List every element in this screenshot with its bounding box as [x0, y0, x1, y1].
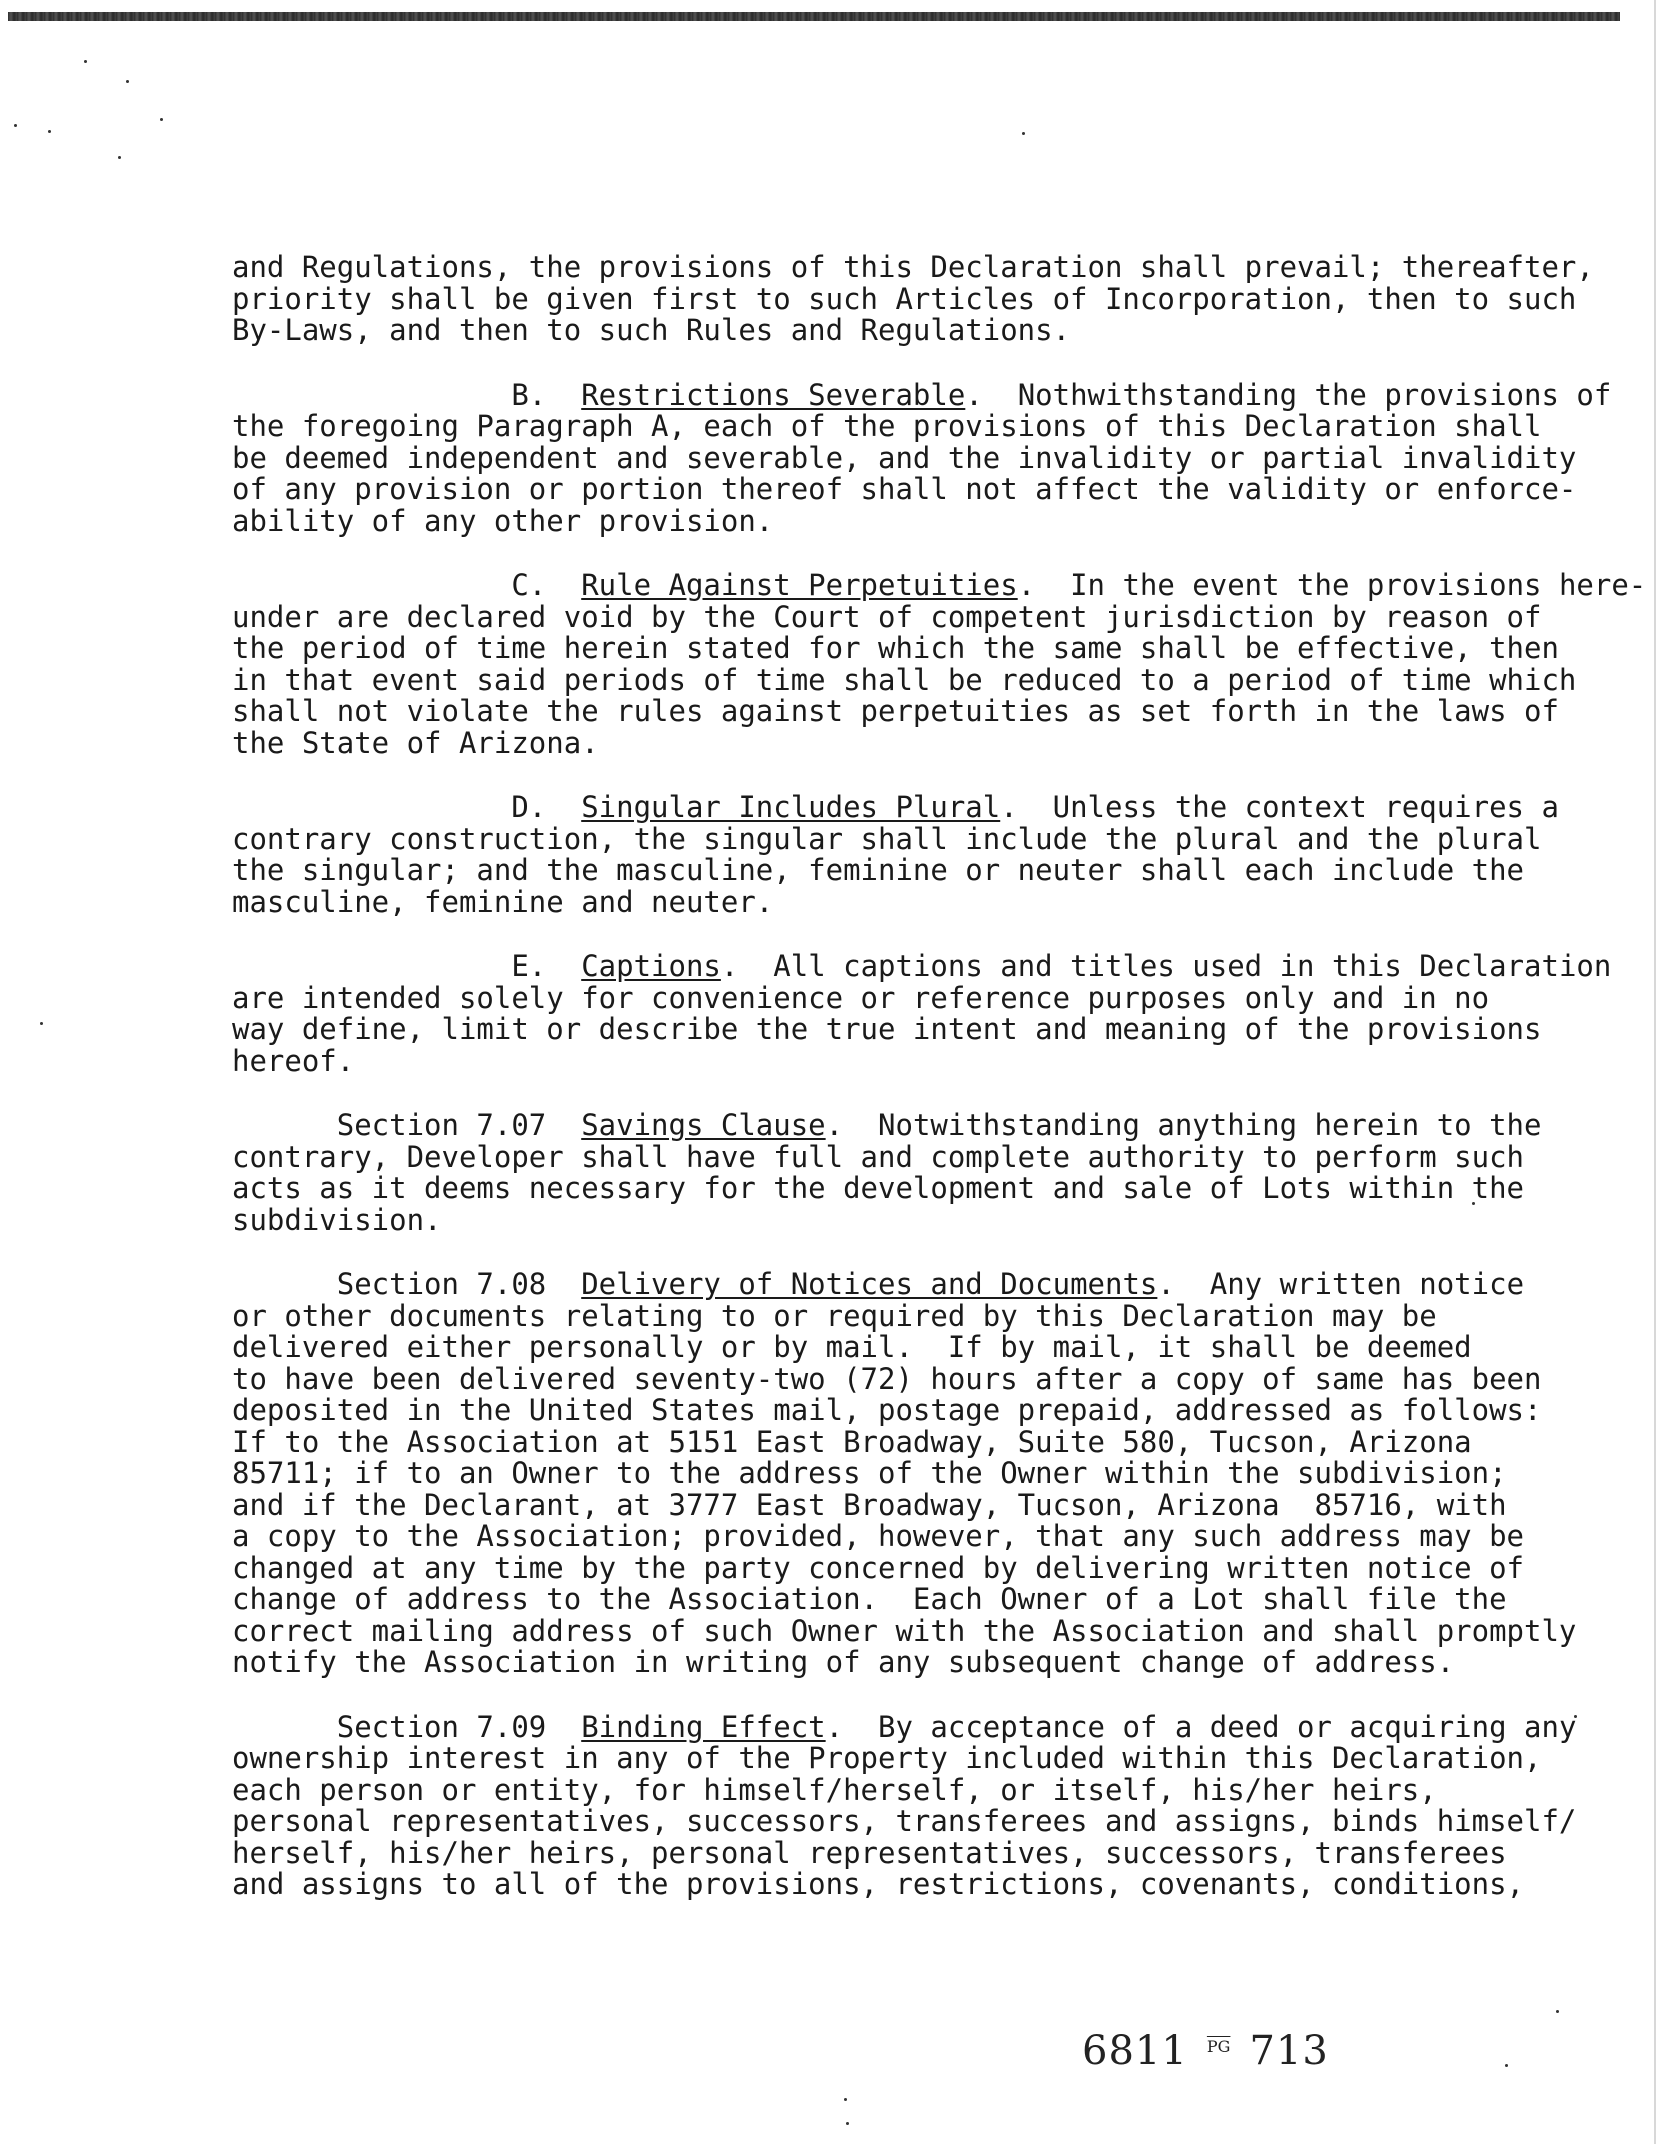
- line-text: changed at any time by the party concerned by delivering written notice of: [232, 1550, 1525, 1585]
- document-body: [232, 250, 1647, 1901]
- line-text: masculine, feminine and neuter.: [232, 884, 774, 919]
- line-text: acts as it deems necessary for the development and sale of Lots within the: [232, 1171, 1525, 1205]
- paragraph: [232, 949, 1612, 1078]
- text-line: [232, 884, 1492, 919]
- book-number: 6811: [1082, 2028, 1188, 2074]
- line-text: each person or entity, for himself/herself, or itself, his/her heirs,: [232, 1772, 1437, 1807]
- text-line: [232, 1867, 1525, 1901]
- section-heading: Restrictions Severable: [581, 377, 966, 412]
- scan-speck: [160, 118, 163, 121]
- line-text: and assigns to all of the provisions, restrictions, covenants, conditions,: [232, 1867, 1525, 1901]
- line-text: subdivision.: [232, 1202, 442, 1237]
- line-text: or other documents relating to or required by this Declaration may be: [232, 1298, 1437, 1333]
- paragraph-gap: [232, 1679, 1492, 1712]
- text-line: [232, 1647, 1492, 1679]
- paragraph-gap: [232, 1077, 1492, 1110]
- line-text: change of address to the Association. Each Owner of a Lot shall file the: [232, 1582, 1507, 1616]
- text-line: [232, 599, 1542, 634]
- line-text: Section 7.07: [232, 1108, 582, 1142]
- line-text: contrary, Developer shall have full and complete authority to perform such: [232, 1139, 1525, 1174]
- paragraph: [232, 250, 1594, 347]
- paragraph: [232, 1108, 1542, 1237]
- line-text: the State of Arizona.: [232, 725, 599, 760]
- line-text: . In the event the provisions here-: [1017, 568, 1647, 602]
- page-mark: $\overline{PG}$: [1206, 2037, 1231, 2056]
- line-text: herself, his/her heirs, personal representatives, successors, transferees: [232, 1835, 1507, 1870]
- text-line: [232, 1012, 1542, 1046]
- line-text: C.: [232, 568, 582, 602]
- text-line: [232, 949, 1612, 983]
- line-text: and if the Declarant, at 3777 East Broadway, Tucson, Arizona 85716, with: [232, 1487, 1507, 1522]
- text-line: [232, 315, 1492, 347]
- text-line: [232, 1550, 1525, 1585]
- text-line: [232, 1043, 1492, 1078]
- scan-speck: [844, 2098, 847, 2101]
- paragraph-gap: [232, 759, 1492, 792]
- text-line: [232, 1424, 1492, 1459]
- line-text: 85711; if to an Owner to the address of the Owner within the subdivision;: [232, 1456, 1507, 1490]
- section-heading: Captions: [581, 949, 721, 983]
- paragraph-gap: [232, 537, 1492, 570]
- text-line: [232, 440, 1577, 475]
- text-line: [232, 503, 1492, 538]
- line-text: ownership interest in any of the Property included within this Declaration,: [232, 1741, 1542, 1775]
- text-line: [232, 281, 1577, 316]
- line-text: contrary construction, the singular shall include the plural and the plural: [232, 821, 1542, 856]
- paragraph-gap: [232, 1236, 1492, 1269]
- line-text: a copy to the Association; provided, however, that any such address may be: [232, 1519, 1525, 1553]
- text-line: [232, 1298, 1492, 1333]
- line-text: the foregoing Paragraph A, each of the provisions of this Declaration shall: [232, 409, 1542, 443]
- text-line: [232, 1741, 1542, 1775]
- paragraph-gap: [232, 347, 1492, 380]
- scan-speck: [48, 130, 51, 133]
- text-line: [232, 568, 1647, 602]
- section-heading: Singular Includes Plural: [581, 790, 1001, 824]
- paragraph: [232, 1267, 1577, 1679]
- line-text: . Unless the context requires a: [1000, 790, 1559, 824]
- line-text: personal representatives, successors, transferees and assigns, binds himself/: [232, 1804, 1577, 1838]
- line-text: . Nothwithstanding the provisions of: [965, 377, 1612, 412]
- section-heading: Savings Clause: [581, 1108, 826, 1142]
- line-text: If to the Association at 5151 East Broadway, Suite 580, Tucson, Arizona: [232, 1424, 1472, 1459]
- scan-speck: [84, 60, 87, 63]
- text-line: [232, 1613, 1577, 1648]
- paragraph: [232, 1709, 1577, 1901]
- text-line: [232, 980, 1492, 1015]
- text-line: [232, 1487, 1507, 1522]
- text-line: [232, 1139, 1525, 1174]
- line-text: Section 7.08: [232, 1267, 582, 1301]
- text-line: [232, 1519, 1525, 1553]
- right-page-edge: [1654, 0, 1656, 2144]
- text-line: [232, 1361, 1542, 1396]
- text-line: [232, 662, 1577, 697]
- text-line: [232, 1393, 1542, 1427]
- text-line: [232, 1267, 1525, 1301]
- line-text: and Regulations, the provisions of this Declaration shall prevail; thereafter,: [232, 250, 1594, 284]
- scan-speck: [118, 156, 121, 159]
- line-text: are intended solely for convenience or reference purposes only and in no: [232, 980, 1490, 1015]
- text-line: [232, 821, 1542, 856]
- paragraph: [232, 790, 1559, 919]
- text-line: [232, 631, 1559, 665]
- section-heading: Delivery of Notices and Documents: [581, 1267, 1158, 1301]
- line-text: . Any written notice: [1157, 1267, 1525, 1301]
- scan-speck: [846, 2122, 849, 2125]
- line-text: shall not violate the rules against perpetuities as set forth in the laws of: [232, 694, 1559, 728]
- paragraph: [232, 377, 1612, 538]
- line-text: to have been delivered seventy-two (72) hours after a copy of same has been: [232, 1361, 1542, 1396]
- text-line: [232, 1582, 1507, 1616]
- text-line: [232, 1804, 1577, 1838]
- line-text: E.: [232, 949, 582, 983]
- section-heading: Binding Effect: [581, 1709, 826, 1744]
- scan-speck: [14, 124, 17, 127]
- line-text: in that event said periods of time shall be reduced to a period of time which: [232, 662, 1577, 697]
- line-text: way define, limit or describe the true intent and meaning of the provisions: [232, 1012, 1542, 1046]
- line-text: deposited in the United States mail, postage prepaid, addressed as follows:: [232, 1393, 1542, 1427]
- paragraph-gap: [232, 918, 1492, 951]
- recording-stamp: [1082, 2028, 1329, 2074]
- text-line: [232, 1835, 1507, 1870]
- line-text: correct mailing address of such Owner with the Association and shall promptly: [232, 1613, 1577, 1648]
- scan-speck: [1022, 132, 1025, 135]
- line-text: . All captions and titles used in this Declaration: [720, 949, 1612, 983]
- text-line: [232, 853, 1525, 887]
- top-scan-rule: [8, 12, 1620, 21]
- paragraph: [232, 568, 1647, 760]
- line-text: D.: [232, 790, 582, 824]
- line-text: delivered either personally or by mail. If by mail, it shall be deemed: [232, 1330, 1472, 1364]
- line-text: the period of time herein stated for which the same shall be effective, then: [232, 631, 1559, 665]
- text-line: [232, 409, 1542, 443]
- line-text: B.: [232, 377, 582, 412]
- text-line: [232, 472, 1577, 506]
- text-line: [232, 1772, 1492, 1807]
- line-text: notify the Association in writing of any subsequent change of address.: [232, 1645, 1455, 1679]
- line-text: be deemed independent and severable, and the invalidity or partial invalidity: [232, 440, 1577, 475]
- text-line: [232, 1332, 1492, 1364]
- text-line: [232, 1108, 1542, 1142]
- text-line: [232, 725, 1492, 760]
- line-text: of any provision or portion thereof shall not affect the validity or enforce-: [232, 472, 1577, 506]
- text-line: [232, 377, 1612, 412]
- scan-speck: [126, 80, 129, 83]
- line-text: . By acceptance of a deed or acquiring any: [825, 1709, 1577, 1744]
- text-line: [232, 250, 1594, 284]
- text-line: [232, 1202, 1492, 1237]
- line-text: . Notwithstanding anything herein to the: [825, 1108, 1542, 1142]
- text-line: [232, 1709, 1577, 1744]
- line-text: By-Laws, and then to such Rules and Regulations.: [232, 313, 1071, 347]
- text-line: [232, 790, 1559, 824]
- text-line: [232, 1456, 1507, 1490]
- line-text: the singular; and the masculine, feminine or neuter shall each include the: [232, 853, 1525, 887]
- section-heading: Rule Against Perpetuities: [581, 568, 1018, 602]
- scan-speck: [40, 1022, 43, 1025]
- line-text: under are declared void by the Court of competent jurisdiction by reason of: [232, 599, 1542, 634]
- text-line: [232, 694, 1559, 728]
- page-number: 713: [1249, 2028, 1329, 2074]
- line-text: ability of any other provision.: [232, 503, 774, 538]
- line-text: hereof.: [232, 1043, 355, 1078]
- line-text: Section 7.09: [232, 1709, 582, 1744]
- scan-speck: [1505, 2064, 1508, 2067]
- text-line: [232, 1171, 1525, 1205]
- line-text: priority shall be given first to such Articles of Incorporation, then to such: [232, 281, 1577, 316]
- scan-speck: [1556, 2010, 1559, 2013]
